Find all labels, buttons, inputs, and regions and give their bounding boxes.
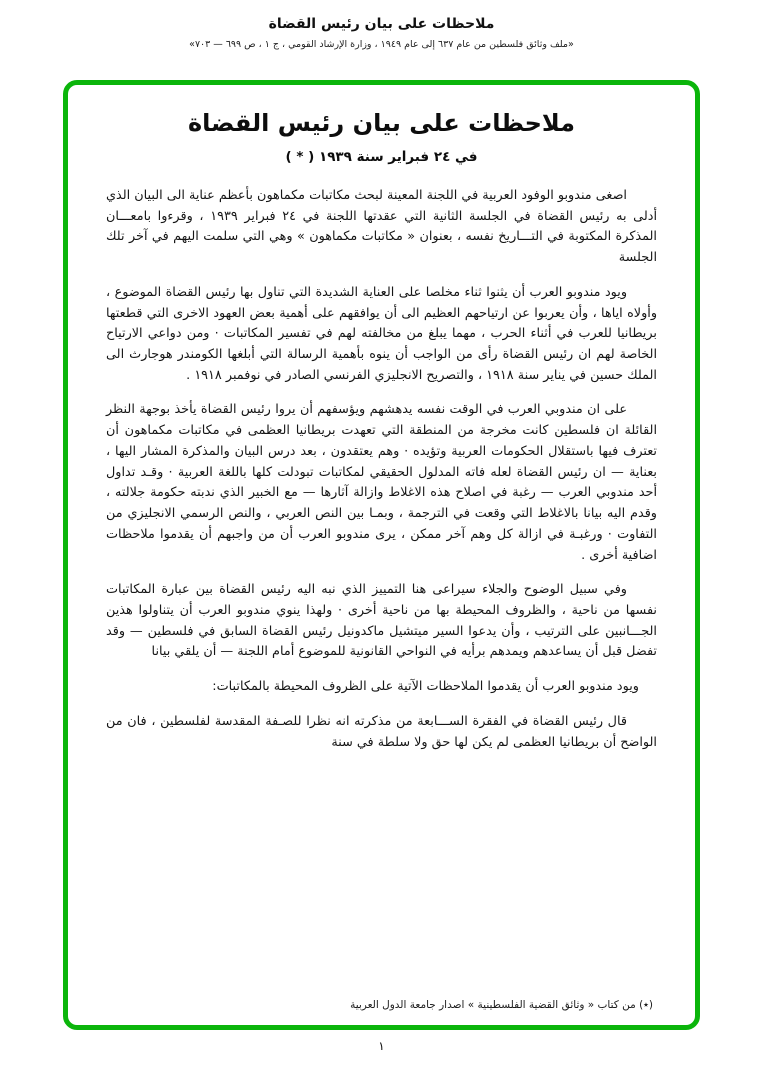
spacer [106,760,657,989]
paragraph-4: وفي سبيل الوضوح والجلاء سيراعى هنا التمييز الذي نبه اليه رئيس القضاة بين عبارة المكاتبات نفسها من ناحية ، والظروف المحيطة بها من ناحية أخرى · ولهذا ينوي مندوبو العرب أن يتناولوا هذين الجـــانبين على الترتيب ، وأن يدعوا السير ميتشيل ماكدونيل رئيس القضاة السابق في فلسطين — وقد تفضل قبل أن يساعدهم ويمدهم برأيه في النواحي القانونية للموضوع أمام اللجنة — أن يلقي بيانا [106,582,657,660]
paragraph-2: ويود مندوبو العرب أن يثنوا ثناء مخلصا على العناية الشديدة التي تناول بها رئيس القضاة الموضوع ، وأولاه اياها ، وأن يعربوا عن ارتياحهم العظيم الى أن يوافقهم على أهمية بعض العهود الاخرى التي قطعتها بريطانيا للعرب في أثناء الحرب ، مهما يبلغ من مخالفته لهم في تفسير المكاتبات · ومن دواعي الارتياح الخاصة لهم ان رئيس القضاة رأى من الواجب أن ينوه بأهمية الرسالة التي أبلغها الكومندر هوجارث الى الملك حسين في يناير سنة ١٩١٨ ، والتصريح الانجليزي الفرنسي الصادر في نوفمبر ١٩١٨ . [106,284,657,383]
paragraph-6: قال رئيس القضاة في الفقرة الســـابعة من مذكرته انه نظرا للصـفة المقدسة لفلسطين ، فان من الواضح أن بريطانيا العظمى لم يكن لها حق ولا سلطة في سنة [106,713,657,750]
footnote: (٭) من كتاب « وثائق القضية الفلسطينية » اصدار جامعة الدول العربية [350,999,653,1011]
document-body [68,85,695,1025]
header-title: ملاحظات على بيان رئيس القضاة [268,16,495,32]
paragraph-1: اصغى مندوبو الوفود العربية في اللجنة المعينة لبحث مكاتبات مكماهون بأعظم عناية الى البيان الذي أدلى به رئيس القضاة في الجلسة الثانية التي عقدتها اللجنة في ٢٤ فبراير ١٩٣٩ ، وقرءوا بامعـــان المذكرة المكتوبة في التـــاريخ نفسه ، بعنوان « مكاتبات مكماهون » وهي التي سلمت اليهم في آخر تلك الجلسة [106,188,658,266]
paragraph-3: على ان مندوبي العرب في الوقت نفسه يدهشهم ويؤسفهم أن يروا رئيس القضاة يأخذ بوجهة النظر القائلة ان فلسطين كانت مخرجة من المنطقة التي تعهدت بريطانيا العظمى في مكاتبات مكماهون أن تعترف فيها باستقلال الحكومات العربية وتؤيده · وهم يعتقدون ، بعد درس البيان والمذكرة المشار اليها ، بعناية — ان رئيس القضاة لعله فاته المدلول الحقيقي لمكاتبات تبودلت كلها باللغة العربية · وقـد تداول أحد مندوبي العرب — رغبة في اصلاح هذه الاغلاط وازالة آثارها — مع الخبير الذي ندبته حكومة جلالته ، وقدم اليه بيانا بالاغلاط التي وقعت في الترجمة ، وبمـا بين النص العربي ، والنص الرسمي الانجليزي من التفاوت · ورغبـة في ازالة كل وهم آخر ممكن ، يرى مندوبو العرب أن من واجبهم أن يقدموا ملاحظات اضافية أخرى . [106,402,657,563]
document-frame [63,80,700,1030]
header-source-line: «ملف وثائق فلسطين من عام ٦٣٧ إلى عام ١٩٤٩ ، وزارة الإرشاد القومي ، ج ١ ، ص ٦٩٩ — ٧٠٣» [189,39,574,50]
paragraph-5: ويود مندوبو العرب أن يقدموا الملاحظات الآتية على الظروف المحيطة بالمكاتبات: [212,679,639,695]
document-subtitle: في ٢٤ فبراير سنة ١٩٣٩ ( * ) [285,149,478,165]
document-title: ملاحظات على بيان رئيس القضاة [188,109,575,137]
page-header [0,0,763,50]
page-number: ١ [378,1039,385,1053]
